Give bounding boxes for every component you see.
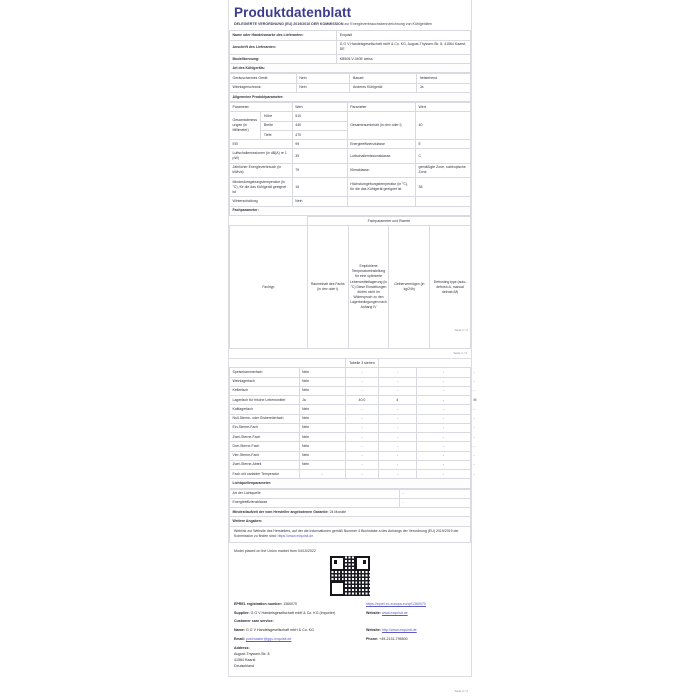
supplier-address-label: Anschrift des Lieferanten: — [230, 40, 337, 54]
care-name-value: G G V Handelsgesellschaft mbH & Co. KG — [246, 628, 314, 633]
compartment-present: Ja — [299, 396, 345, 405]
param-header-2: Parameter — [347, 103, 415, 112]
low-noise-value: Nein — [296, 74, 350, 83]
compartment-volume: - — [345, 368, 379, 377]
compartment-volume: - — [345, 451, 379, 460]
table-row — [230, 396, 471, 405]
eei-label: EEI — [230, 140, 293, 149]
param-header-1: Parameter — [230, 103, 293, 112]
sheet-1-note: Seite 1 / 2 — [453, 351, 467, 356]
dimension-width-label: Breite — [261, 121, 292, 130]
dimension-height-label: Höhe — [261, 112, 292, 121]
compartment-name: Fach mit variabler Temperatur — [230, 470, 300, 479]
table-row — [230, 386, 471, 395]
compartment-temp: - — [379, 377, 416, 386]
table-row — [230, 54, 471, 63]
compartment-temp: - — [379, 368, 416, 377]
compartment-freeze: - — [416, 470, 470, 479]
compartment-name: Vier-Sterne-Fach — [230, 451, 300, 460]
care-phone-value: +49-2131-795500 — [379, 636, 408, 641]
manufacturer-website-link[interactable]: https://www.exquisit.de — [277, 534, 314, 539]
care-website-link[interactable]: http://www.exquisit.de — [381, 628, 417, 633]
light-type-value: - — [399, 489, 470, 498]
address-label: Address: — [234, 646, 250, 651]
light-class-value: - — [399, 498, 470, 507]
supplier-name-value: Exquisit — [337, 31, 471, 40]
compartment-present: Nein — [299, 442, 345, 451]
table-row — [230, 112, 471, 121]
light-type-label: Art der Lichtquelle — [230, 489, 400, 498]
compartment-volume: 40,0 — [345, 396, 379, 405]
compartment-temp: - — [379, 460, 416, 469]
compartment-freeze: - — [416, 368, 470, 377]
table-row — [230, 460, 471, 469]
noise-class-label: Luftschallemissionsklasse — [347, 149, 415, 163]
table-row — [230, 442, 471, 451]
compartment-freeze: - — [416, 414, 470, 423]
compartment-name: Zwei-Sterne-Fach — [230, 433, 300, 442]
manufacturer-weblink-row — [230, 526, 471, 543]
compartment-temp: - — [379, 433, 416, 442]
section-general-parameters: Allgemeine Produktparameter: — [230, 92, 471, 101]
care-name-field — [234, 628, 366, 634]
table-row — [230, 206, 471, 215]
eprel-field — [234, 602, 366, 608]
compartment-present: Nein — [299, 433, 345, 442]
supplier-value: G G V Handelsgesellschaft mbH & Co. KG (Importer) — [250, 610, 336, 615]
climate-class-label: Klimaklasse: — [347, 163, 415, 177]
care-email-link[interactable]: postmaster@ggv-exquisit.de — [245, 636, 292, 641]
compartment-present: Nein — [299, 386, 345, 395]
compartment-present: Nein — [299, 423, 345, 432]
compartment-present: Nein — [299, 451, 345, 460]
compartment-volume: - — [345, 460, 379, 469]
compartment-name: Zwei-Sterne-Abteil — [230, 460, 300, 469]
total-volume-value: 40 — [416, 112, 471, 140]
page-2-footer: Seite 2 / 2 — [454, 689, 468, 693]
table-row — [230, 451, 471, 460]
table-row — [230, 377, 471, 386]
address-line-2: 41564 Kaarst — [234, 657, 256, 662]
compartment-group-blank — [230, 216, 308, 225]
compartment-header-table — [229, 216, 471, 349]
care-phone-label: Phone: — [366, 636, 379, 641]
table-row — [230, 197, 471, 206]
model-id-value: KB505-V-040E weiss — [337, 54, 471, 63]
dimension-height-value: 510 — [292, 112, 347, 121]
compartment-freeze: - — [416, 433, 470, 442]
compartment-present: Nein — [299, 405, 345, 414]
annual-energy-label: Jährlicher Energieverbrauch (in kWh/a) — [230, 163, 293, 177]
light-source-table — [229, 489, 471, 544]
value-header-2: Wert — [416, 103, 471, 112]
section-additional-info: Weitere Angaben: — [230, 517, 471, 526]
compartment-volume: - — [345, 377, 379, 386]
compartment-type-header: Fachtyp — [230, 226, 308, 349]
table-row — [230, 92, 471, 101]
table-row — [230, 40, 471, 54]
qr-eye-dot-top-left — [334, 560, 338, 564]
compartment-freeze: - — [416, 396, 470, 405]
compartment-volume: - — [345, 405, 379, 414]
annual-energy-value: 79 — [292, 163, 347, 177]
table-row — [230, 433, 471, 442]
table-row — [230, 178, 471, 197]
table-row — [230, 470, 471, 479]
compartment-volume: - — [345, 433, 379, 442]
regulation-scope: zur Energieverbrauchskennzeichnung von Kühlgeräten — [343, 22, 432, 26]
care-email-line — [229, 635, 471, 644]
compartment-name: Null-Sterne- oder Eisbereiterfach — [230, 414, 300, 423]
noise-class-value: C — [416, 149, 471, 163]
compartment-present: Nein — [299, 377, 345, 386]
care-phone-field — [366, 637, 466, 643]
compartment-present: Nein — [299, 460, 345, 469]
care-email-label: Email: — [234, 636, 245, 641]
eprel-url-link[interactable]: https://eprel.ec.europa.eu/qr/1360070 — [366, 601, 426, 606]
supplier-website-field — [366, 611, 466, 617]
table-header-row — [230, 103, 471, 112]
care-name-line — [229, 627, 471, 636]
section-appliance-type: Art des Kühlgeräts: — [230, 64, 471, 73]
compartment-volume-header: Rauminhalt des Fachs (in dm³ oder l) — [307, 226, 348, 349]
compartment-temp: - — [379, 414, 416, 423]
eprel-label: EPREL registration number: — [234, 601, 283, 606]
table-row — [230, 359, 471, 368]
noise-label: Luftschallemissionen (in dB(A) re 1 pW) — [230, 149, 293, 163]
care-name-label: Name: — [234, 628, 245, 633]
table3-note: Tabelle 3 stehen — [345, 359, 379, 368]
compartment-freeze: - — [416, 442, 470, 451]
compartment-name: Drei-Sterne-Fach — [230, 442, 300, 451]
compartment-present: Nein — [299, 368, 345, 377]
supplier-website-link[interactable]: www.exquisit.de — [381, 610, 408, 615]
market-placement-text: Model placed on the Union market from 04/10/2022 — [234, 549, 316, 554]
compartment-freeze: - — [416, 386, 470, 395]
table-row — [230, 405, 471, 414]
table-row — [230, 479, 471, 488]
qr-code-icon — [330, 556, 370, 596]
dimensions-label: Gesamtabmessungen (in Millimeter) — [230, 112, 261, 140]
compartment-name: Weinlagerfach — [230, 377, 300, 386]
regulation-name: DELEGIERTE VERORDNUNG (EU) 2019/2016 DER KOMMISSION — [234, 22, 344, 26]
build-type-label: Bauart: — [350, 74, 417, 83]
customer-care-header-line — [229, 618, 471, 627]
care-website-field — [366, 628, 466, 634]
table-row — [230, 31, 471, 40]
supplier-website-label: Website: — [366, 610, 381, 615]
table-row — [230, 508, 471, 517]
wine-cabinet-label: Weinlagerschrank: — [230, 83, 297, 92]
weblink-description: Weblink zur Website des Herstellers, auf der die Informationen gemäß Nummer 4 Buchstabe a des Anhangs der Verordnung (EU) 2019/2019 der Kommission zu finden sind: — [234, 529, 459, 539]
qr-code-container — [229, 555, 471, 600]
wine-cabinet-value: Nein — [296, 83, 350, 92]
compartment-group-header: Fachparameter und Rwerte — [307, 216, 470, 225]
table-row — [230, 149, 471, 163]
page-1-footer: Seite 1 / 2 — [454, 328, 468, 332]
supplier-name-label: Name oder Handelsmarke des Lieferanten: — [230, 31, 337, 40]
supplier-table — [229, 30, 471, 73]
appliance-type-table — [229, 73, 471, 102]
min-temp-label: Mindestumgebungstemperatur (in °C), für die das Kühlgerät geeignet ist — [230, 178, 293, 197]
compartment-name: Kaltlagerfach — [230, 405, 300, 414]
build-type-value: freistehend — [417, 74, 471, 83]
compartment-temp: 4 — [379, 396, 416, 405]
table-row — [230, 414, 471, 423]
compartment-volume: - — [345, 442, 379, 451]
general-parameters-table — [229, 102, 471, 216]
section-light-source-parameters: Lichtquellenparameter: — [230, 479, 471, 488]
warranty-value: 24 Monate — [329, 509, 347, 514]
winter-empty-value — [416, 197, 471, 206]
table-row — [230, 64, 471, 73]
compartment-temp: - — [379, 470, 416, 479]
compartment-name: Ein-Sterne-Fach — [230, 423, 300, 432]
supplier-line — [229, 609, 471, 618]
compartment-name: Lagerfach für frische Lebensmittel — [230, 396, 300, 405]
compartment-present: Nein — [299, 414, 345, 423]
compartment-temp: - — [379, 451, 416, 460]
compartment-temp: - — [379, 405, 416, 414]
model-id-label: Modellkennung: — [230, 54, 337, 63]
supplier-address-value: G G V Handelsgesellschaft mbH & Co. KG, August-Thyssen-Str. 8, 41564 Kaarst, DE — [337, 40, 471, 54]
compartment-freeze: - — [416, 423, 470, 432]
compartment-freeze: - — [416, 377, 470, 386]
compartment-temperature-header: Empfohlene Temperatureinstellung für eine optimierte Lebensmittellagerung (in °C) Diese Einstellungen dürfen nicht im Widerspruch zu den Lagerbedingungen nach Anhang IV — [348, 226, 389, 349]
dimension-depth-value: 470 — [292, 130, 347, 139]
compartment-temp: - — [379, 442, 416, 451]
total-volume-label: Gesamtrauminhalt (in dm³ oder l) — [347, 112, 415, 140]
customer-care-header-text: Customer care service: — [234, 619, 274, 624]
compartment-temp: - — [379, 386, 416, 395]
value-header-1: Wert — [292, 103, 347, 112]
compartment-volume: - — [345, 414, 379, 423]
other-appliance-value: Ja — [417, 83, 471, 92]
noise-value: 39 — [292, 149, 347, 163]
compartment-freeze: - — [416, 405, 470, 414]
eei-value: 99 — [292, 140, 347, 149]
address-line-1: August-Thyssen-Str. 8 — [234, 652, 270, 657]
compartment-freeze: - — [416, 451, 470, 460]
table-row — [230, 526, 471, 543]
customer-care-header — [234, 619, 366, 625]
compartment-name: Kellerfach — [230, 386, 300, 395]
table-row — [230, 517, 471, 526]
supplier-field — [234, 611, 366, 617]
supplier-label: Supplier: — [234, 610, 250, 615]
table-header-row — [230, 226, 471, 349]
section-compartment-parameters: Fachparameter: — [230, 206, 471, 215]
compartment-name: Speisekammerfach — [230, 368, 300, 377]
compartment-rows-table — [229, 359, 477, 489]
page-title: Produktdatenblatt — [234, 5, 352, 20]
winter-switch-value: Nein — [292, 197, 347, 206]
datasheet-page-2 — [228, 358, 477, 677]
compartment-freeze: - — [416, 460, 470, 469]
table-row — [230, 140, 471, 149]
dimension-depth-label: Tiefe — [261, 130, 292, 139]
table-row — [230, 163, 471, 177]
qr-eye-dot-top-right — [363, 560, 367, 564]
low-noise-label: Geräuscharmes Gerät: — [230, 74, 297, 83]
eprel-line — [229, 600, 471, 609]
compartment-volume: - — [345, 423, 379, 432]
min-temp-value: 16 — [292, 178, 347, 197]
qr-eye-dot-bottom-left — [334, 589, 338, 593]
energy-class-label: Energieeffizienzklasse — [347, 140, 415, 149]
compartment-defrost-type-header: Defrosting type (auto-defrost=A, manual defrost=M) — [430, 226, 471, 349]
eprel-value: 1360070 — [283, 601, 298, 606]
compartment-freezing-capacity-header: Gefriervermögen (in kg/24h) — [389, 226, 430, 349]
climate-class-value: gemäßigte Zone, subtropische Zone — [416, 163, 471, 177]
table-row — [230, 423, 471, 432]
table-row — [230, 216, 471, 225]
compartment-volume: - — [345, 386, 379, 395]
care-email-field — [234, 637, 366, 643]
compartment-present: - — [299, 470, 345, 479]
warranty-label: Mindestlaufzeit der vom Hersteller angebotenen Garantie: — [232, 509, 329, 514]
address-block — [229, 644, 471, 676]
compartment-volume: - — [345, 470, 379, 479]
light-class-label: Energieeffizienzklasse — [230, 498, 400, 507]
table-row — [230, 368, 471, 377]
address-line-3: Deutschland — [234, 663, 254, 668]
compartment-temp: - — [379, 423, 416, 432]
dimension-width-value: 440 — [292, 121, 347, 130]
winter-switch-label: Winterschaltung — [230, 197, 293, 206]
care-website-label: Website: — [366, 628, 381, 633]
qr-eye-top-right — [355, 556, 370, 571]
max-temp-value: 38 — [416, 178, 471, 197]
table-row — [230, 83, 471, 92]
table-row — [230, 498, 471, 507]
table-row — [230, 489, 471, 498]
other-appliance-label: Anderes Kühlgerät: — [350, 83, 417, 92]
warranty-row — [230, 508, 471, 517]
table-row — [230, 74, 471, 83]
datasheet-page-1 — [228, 0, 472, 359]
max-temp-label: Höchstumgebungstemperatur (in °C), für die das Kühlgerät geeignet ist — [347, 178, 415, 197]
registration-info-block — [229, 600, 471, 675]
regulation-subtitle — [229, 22, 471, 30]
energy-class-value: E — [416, 140, 471, 149]
winter-empty-label — [347, 197, 415, 206]
